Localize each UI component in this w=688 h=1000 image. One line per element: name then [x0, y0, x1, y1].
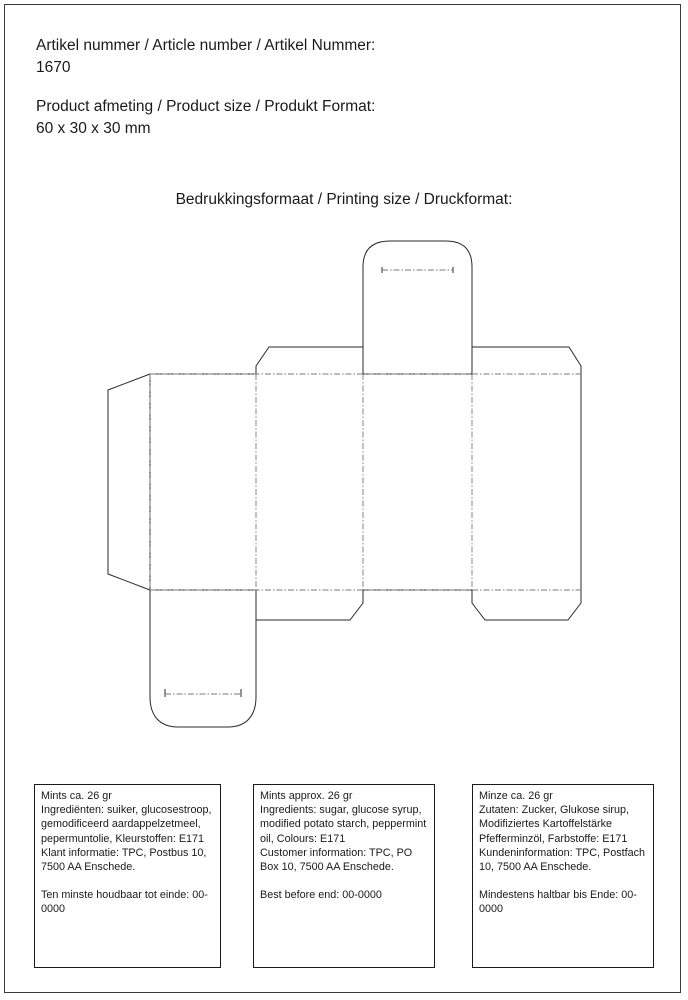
- dieline-bottom-slits: [165, 689, 241, 697]
- info-en-best-before: Best before end: 00-0000: [260, 889, 382, 902]
- article-number-label: Artikel nummer / Article number / Artikel Nummer:: [36, 37, 376, 54]
- info-de-ingredients: Zutaten: Zucker, Glukose sirup, Modifiziertes Kartoffelstärke Pfefferminzöl, Farbstoffe: E171: [479, 804, 630, 845]
- printing-size-title: Bedrukkingsformaat / Printing size / Druckformat:: [175, 191, 513, 208]
- dieline-cut-lines: [108, 241, 581, 727]
- info-nl-ingredients: Ingrediënten: suiker, glucosestroop, gemodificeerd aardappelzetmeel, pepermuntolie, Kleurstoffen: E171: [41, 804, 212, 845]
- product-size-label: Product afmeting / Product size / Produkt Format:: [36, 98, 376, 115]
- info-box-german: [472, 784, 654, 968]
- info-nl-customer: Klant informatie: TPC, Postbus 10, 7500 AA Enschede.: [41, 846, 207, 874]
- info-box-dutch: [34, 784, 221, 968]
- info-de-best-before: Mindestens haltbar bis Ende: 00-0000: [479, 889, 637, 916]
- info-en-ingredients: Ingredients: sugar, glucose syrup, modified potato starch, peppermint oil, Colours: E171: [260, 804, 427, 845]
- info-nl-best-before: Ten minste houdbaar tot einde: 00-0000: [41, 889, 208, 916]
- dieline-top-tuck-flap: [363, 241, 472, 347]
- dieline-fold-lines: [150, 270, 581, 694]
- info-de-weight: Minze ca. 26 gr: [479, 790, 553, 802]
- info-en-weight: Mints approx. 26 gr: [260, 790, 353, 802]
- info-de-customer: Kundeninformation: TPC, Postfach 10, 7500 AA Enschede.: [479, 846, 646, 874]
- info-box-english: [253, 784, 435, 968]
- info-en-customer: Customer information: TPC, PO Box 10, 7500 AA Enschede.: [260, 846, 413, 874]
- dieline-outer-edge: [150, 347, 581, 620]
- info-nl-weight: Mints ca. 26 gr: [41, 790, 112, 802]
- dieline-bottom-tuck-flap: [150, 590, 256, 727]
- dieline-glue-flap: [108, 374, 150, 590]
- product-size-value: 60 x 30 x 30 mm: [36, 120, 151, 137]
- article-number-value: 1670: [36, 59, 71, 76]
